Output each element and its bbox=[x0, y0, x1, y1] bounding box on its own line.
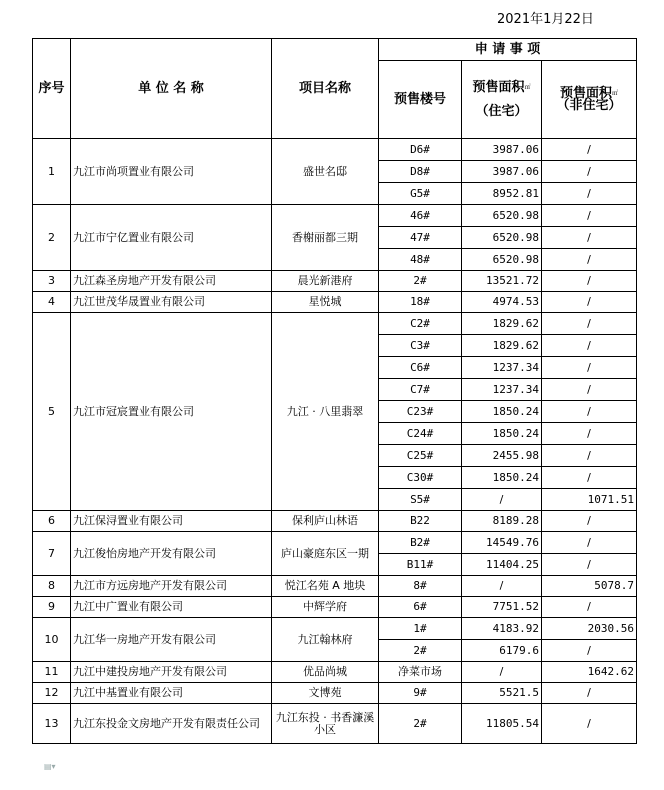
table-row bbox=[33, 618, 637, 640]
cell-seq: 5 bbox=[33, 313, 71, 511]
cell-project-name: 庐山豪庭东区一期 bbox=[272, 532, 379, 576]
cell-area-nonresidential: 1071.51 bbox=[542, 489, 637, 511]
cell-building: C2# bbox=[379, 313, 462, 335]
cell-unit-name: 九江中广置业有限公司 bbox=[71, 597, 272, 618]
table-row bbox=[33, 704, 637, 744]
cell-area-residential: 13521.72 bbox=[462, 271, 542, 292]
cell-area-nonresidential: / bbox=[542, 445, 637, 467]
cell-unit-name: 九江华一房地产开发有限公司 bbox=[71, 618, 272, 662]
cell-unit-name: 九江世茂华晟置业有限公司 bbox=[71, 292, 272, 313]
table-row bbox=[33, 511, 637, 532]
cell-project-name: 香榭丽都三期 bbox=[272, 205, 379, 271]
cell-building: 2# bbox=[379, 640, 462, 662]
cell-building: B22 bbox=[379, 511, 462, 532]
cell-area-residential: 5521.5 bbox=[462, 683, 542, 704]
cell-building: 2# bbox=[379, 704, 462, 744]
cell-area-residential: 6179.6 bbox=[462, 640, 542, 662]
header-group: 申 请 事 项 bbox=[379, 39, 637, 61]
cell-unit-name: 九江市冠宸置业有限公司 bbox=[71, 313, 272, 511]
cell-seq: 7 bbox=[33, 532, 71, 576]
cell-building: C6# bbox=[379, 357, 462, 379]
cell-area-nonresidential: / bbox=[542, 597, 637, 618]
cell-building: 净菜市场 bbox=[379, 662, 462, 683]
cell-seq: 8 bbox=[33, 576, 71, 597]
cell-area-residential: 1829.62 bbox=[462, 313, 542, 335]
cell-seq: 12 bbox=[33, 683, 71, 704]
cell-area-residential: 11404.25 bbox=[462, 554, 542, 576]
cell-area-nonresidential: / bbox=[542, 249, 637, 271]
cell-seq: 6 bbox=[33, 511, 71, 532]
cell-area-residential: 8189.28 bbox=[462, 511, 542, 532]
cell-area-nonresidential: / bbox=[542, 704, 637, 744]
header-building: 预售楼号 bbox=[379, 61, 462, 139]
cell-building: 46# bbox=[379, 205, 462, 227]
cell-building: G5# bbox=[379, 183, 462, 205]
cell-seq: 10 bbox=[33, 618, 71, 662]
cell-building: C23# bbox=[379, 401, 462, 423]
cell-area-nonresidential: / bbox=[542, 511, 637, 532]
cell-building: C24# bbox=[379, 423, 462, 445]
cell-area-nonresidential: / bbox=[542, 161, 637, 183]
cell-project-name: 星悦城 bbox=[272, 292, 379, 313]
cell-project-name: 九江翰林府 bbox=[272, 618, 379, 662]
unit-mark: ㎡ bbox=[524, 83, 531, 91]
cell-building: S5# bbox=[379, 489, 462, 511]
header-seq: 序号 bbox=[33, 39, 71, 139]
table-row bbox=[33, 313, 637, 335]
cell-seq: 13 bbox=[33, 704, 71, 744]
document-date: 2021年1月22日 bbox=[497, 12, 594, 27]
table-row bbox=[33, 532, 637, 554]
cell-building: B2# bbox=[379, 532, 462, 554]
cell-area-residential: 14549.76 bbox=[462, 532, 542, 554]
cell-area-residential: 7751.52 bbox=[462, 597, 542, 618]
cell-building: 47# bbox=[379, 227, 462, 249]
cell-building: 1# bbox=[379, 618, 462, 640]
cell-area-residential: 1829.62 bbox=[462, 335, 542, 357]
cell-area-residential: 1850.24 bbox=[462, 467, 542, 489]
cell-area-nonresidential: / bbox=[542, 227, 637, 249]
cell-area-residential: 8952.81 bbox=[462, 183, 542, 205]
cell-unit-name: 九江保浔置业有限公司 bbox=[71, 511, 272, 532]
cell-building: B11# bbox=[379, 554, 462, 576]
cell-unit-name: 九江市宁亿置业有限公司 bbox=[71, 205, 272, 271]
cell-unit-name: 九江市方远房地产开发有限公司 bbox=[71, 576, 272, 597]
cell-project-name: 优品尚城 bbox=[272, 662, 379, 683]
cell-seq: 2 bbox=[33, 205, 71, 271]
cell-seq: 11 bbox=[33, 662, 71, 683]
cell-area-nonresidential: / bbox=[542, 205, 637, 227]
cell-area-residential: 1237.34 bbox=[462, 357, 542, 379]
cell-area-residential: 2455.98 bbox=[462, 445, 542, 467]
cell-building: 8# bbox=[379, 576, 462, 597]
table-row bbox=[33, 576, 637, 597]
cell-seq: 1 bbox=[33, 139, 71, 205]
cell-area-nonresidential: 2030.56 bbox=[542, 618, 637, 640]
table-row bbox=[33, 271, 637, 292]
cell-building: 18# bbox=[379, 292, 462, 313]
cell-project-name: 文博苑 bbox=[272, 683, 379, 704]
cell-building: 2# bbox=[379, 271, 462, 292]
cell-unit-name: 九江东投金文房地产开发有限责任公司 bbox=[71, 704, 272, 744]
cell-area-nonresidential: / bbox=[542, 139, 637, 161]
cell-seq: 4 bbox=[33, 292, 71, 313]
cell-building: D6# bbox=[379, 139, 462, 161]
paste-options-icon: ▤▾ bbox=[44, 762, 56, 771]
table-body bbox=[33, 139, 637, 744]
unit-mark: ㎡ bbox=[612, 89, 619, 97]
cell-unit-name: 九江中建投房地产开发有限公司 bbox=[71, 662, 272, 683]
cell-building: C25# bbox=[379, 445, 462, 467]
cell-seq: 3 bbox=[33, 271, 71, 292]
cell-area-nonresidential: / bbox=[542, 640, 637, 662]
cell-building: 6# bbox=[379, 597, 462, 618]
header-project: 项目名称 bbox=[272, 39, 379, 139]
table-row bbox=[33, 139, 637, 161]
cell-area-residential: 1850.24 bbox=[462, 401, 542, 423]
cell-project-name: 九江东投 · 书香濂溪小区 bbox=[272, 704, 379, 744]
cell-project-name: 晨光新港府 bbox=[272, 271, 379, 292]
cell-area-nonresidential: 1642.62 bbox=[542, 662, 637, 683]
cell-area-residential: / bbox=[462, 662, 542, 683]
cell-building: 48# bbox=[379, 249, 462, 271]
cell-area-residential: / bbox=[462, 576, 542, 597]
cell-area-nonresidential: / bbox=[542, 357, 637, 379]
cell-area-residential: 6520.98 bbox=[462, 249, 542, 271]
cell-unit-name: 九江森圣房地产开发有限公司 bbox=[71, 271, 272, 292]
cell-area-residential: 11805.54 bbox=[462, 704, 542, 744]
cell-seq: 9 bbox=[33, 597, 71, 618]
cell-area-residential: 1850.24 bbox=[462, 423, 542, 445]
header-area-nonresidential bbox=[542, 61, 637, 139]
cell-project-name: 悦江名苑 A 地块 bbox=[272, 576, 379, 597]
cell-building: C3# bbox=[379, 335, 462, 357]
cell-area-nonresidential: / bbox=[542, 183, 637, 205]
cell-project-name: 保利庐山林语 bbox=[272, 511, 379, 532]
cell-area-residential: 1237.34 bbox=[462, 379, 542, 401]
cell-building: D8# bbox=[379, 161, 462, 183]
cell-area-nonresidential: / bbox=[542, 467, 637, 489]
cell-area-residential: / bbox=[462, 489, 542, 511]
cell-building: C30# bbox=[379, 467, 462, 489]
header-unit: 单 位 名 称 bbox=[71, 39, 272, 139]
cell-project-name: 盛世名邸 bbox=[272, 139, 379, 205]
table-row bbox=[33, 597, 637, 618]
table-row bbox=[33, 205, 637, 227]
header-area-non-line2: （非住宅） bbox=[556, 97, 622, 113]
cell-area-nonresidential: / bbox=[542, 554, 637, 576]
table-row bbox=[33, 683, 637, 704]
cell-area-residential: 6520.98 bbox=[462, 205, 542, 227]
cell-area-residential: 3987.06 bbox=[462, 161, 542, 183]
cell-area-residential: 4974.53 bbox=[462, 292, 542, 313]
cell-area-residential: 4183.92 bbox=[462, 618, 542, 640]
cell-area-nonresidential: 5078.7 bbox=[542, 576, 637, 597]
cell-area-nonresidential: / bbox=[542, 423, 637, 445]
cell-area-nonresidential: / bbox=[542, 379, 637, 401]
presale-table bbox=[32, 38, 637, 744]
cell-area-residential: 3987.06 bbox=[462, 139, 542, 161]
cell-unit-name: 九江俊怡房地产开发有限公司 bbox=[71, 532, 272, 576]
header-area-residential bbox=[462, 61, 542, 139]
header-area-non-line1: 预售面积 bbox=[560, 85, 613, 101]
cell-area-residential: 6520.98 bbox=[462, 227, 542, 249]
cell-area-nonresidential: / bbox=[542, 401, 637, 423]
cell-building: C7# bbox=[379, 379, 462, 401]
cell-area-nonresidential: / bbox=[542, 271, 637, 292]
table-row bbox=[33, 292, 637, 313]
cell-area-nonresidential: / bbox=[542, 532, 637, 554]
header-area-res-line1: 预售面积 bbox=[472, 79, 525, 95]
table-row bbox=[33, 662, 637, 683]
cell-building: 9# bbox=[379, 683, 462, 704]
cell-area-nonresidential: / bbox=[542, 683, 637, 704]
cell-project-name: 中辉学府 bbox=[272, 597, 379, 618]
cell-project-name: 九江 · 八里翡翠 bbox=[272, 313, 379, 511]
cell-unit-name: 九江市尚项置业有限公司 bbox=[71, 139, 272, 205]
cell-area-nonresidential: / bbox=[542, 313, 637, 335]
header-area-res-line2: （住宅） bbox=[475, 103, 528, 119]
cell-area-nonresidential: / bbox=[542, 292, 637, 313]
cell-unit-name: 九江中基置业有限公司 bbox=[71, 683, 272, 704]
cell-area-nonresidential: / bbox=[542, 335, 637, 357]
